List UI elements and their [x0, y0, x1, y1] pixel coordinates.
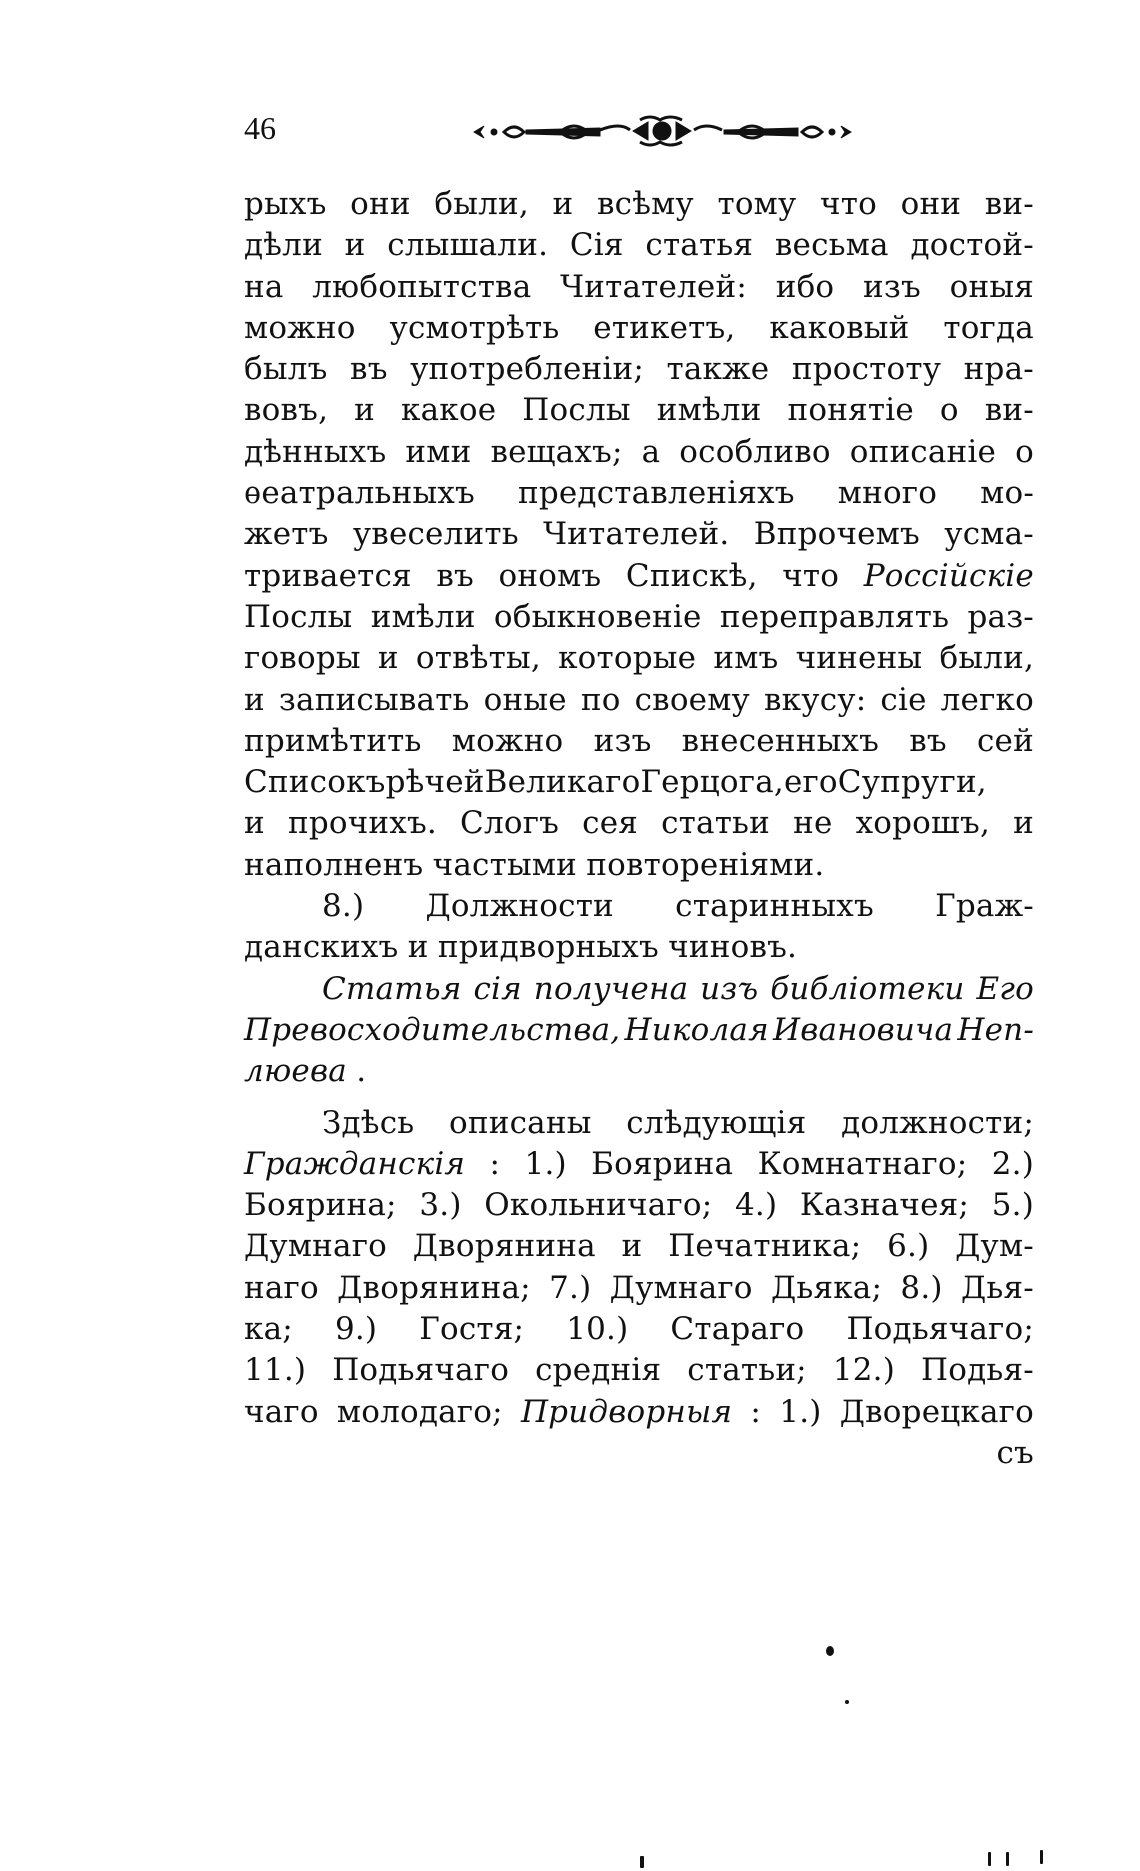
word: етикетъ, — [593, 309, 736, 346]
word: ви- — [984, 392, 1034, 429]
word: а — [641, 433, 661, 470]
text-line — [244, 762, 1034, 803]
word: 3.) — [419, 1187, 462, 1224]
text-line — [244, 473, 1034, 514]
italic-word: Статья — [322, 970, 462, 1007]
word: весьма — [774, 227, 889, 264]
word: 9.) — [334, 1311, 378, 1348]
word: Подьячаго; — [846, 1311, 1034, 1348]
text-line — [244, 721, 1034, 762]
word: Боярина; — [244, 1187, 397, 1224]
word: имъ — [713, 640, 779, 677]
word: раз- — [967, 598, 1034, 635]
word: Послы — [244, 598, 353, 635]
word: Сія — [569, 227, 624, 264]
word: Боярина — [591, 1145, 734, 1182]
word: имѣли — [370, 598, 476, 635]
text-line — [244, 308, 1034, 349]
word: статья — [645, 227, 754, 264]
italic-word: библіотеки — [770, 970, 965, 1007]
word: какое — [401, 392, 497, 429]
word: ономъ — [498, 557, 602, 594]
word: что — [820, 186, 877, 222]
word: прочихъ. — [287, 805, 437, 842]
word: Граж- — [935, 888, 1034, 925]
word: вкусу: — [764, 681, 867, 718]
word: Читателей: — [560, 268, 747, 305]
word: тому — [717, 186, 797, 222]
word: Дворянина — [412, 1228, 596, 1265]
ink-spot — [1006, 1852, 1009, 1866]
word: 8.) — [900, 1269, 943, 1306]
word: ими — [405, 433, 472, 470]
word: Спискѣ, — [625, 557, 758, 594]
text-line — [244, 927, 1034, 968]
word: Послы — [522, 392, 631, 429]
word: что — [782, 557, 840, 594]
italic-word: Неп- — [957, 1011, 1034, 1048]
word: Комнатнаго; — [757, 1145, 968, 1182]
word: сіе — [880, 681, 927, 718]
text-line — [244, 1433, 1034, 1474]
word: Думнаго — [244, 1228, 388, 1265]
text-line — [244, 1051, 1034, 1092]
word: о — [1015, 433, 1034, 470]
italic-word: сія — [473, 970, 522, 1007]
word: 10.) — [566, 1311, 629, 1348]
word: Впрочемъ — [753, 516, 920, 553]
word: чинены — [795, 640, 923, 677]
word: . — [356, 1053, 367, 1090]
word: изъ — [593, 722, 652, 759]
word: повтореніями. — [586, 846, 825, 883]
word: Окольничаго; — [484, 1187, 713, 1224]
word: въ — [436, 557, 474, 594]
text-line — [244, 1392, 1034, 1433]
word: сея — [582, 805, 639, 842]
word: 4.) — [734, 1187, 778, 1224]
word: нра- — [963, 351, 1034, 388]
word: ви- — [984, 186, 1034, 222]
word: были, — [939, 640, 1034, 677]
word: чаго — [244, 1393, 319, 1430]
word: съ — [996, 1434, 1034, 1471]
word: достой- — [910, 227, 1034, 264]
word: тогда — [943, 309, 1034, 346]
italic-word: люева — [244, 1053, 347, 1090]
word: 1.) — [779, 1393, 822, 1430]
word: вещахъ; — [490, 433, 623, 470]
word: въ — [350, 351, 388, 388]
word: Гостя; — [419, 1311, 525, 1348]
word: Дворянина; — [337, 1269, 531, 1306]
word: и — [407, 929, 429, 966]
text-line — [244, 514, 1034, 555]
italic-word: Россійскіе — [863, 557, 1034, 594]
word: отвѣты, — [415, 640, 541, 677]
italic-word: Николая — [624, 1011, 769, 1048]
word: придворныхъ — [437, 929, 659, 966]
word: обыкновеніе — [493, 598, 702, 635]
page-number: 46 — [244, 110, 276, 146]
word: простоту — [791, 351, 942, 388]
word: и — [244, 681, 265, 718]
word: дѣнныхъ — [244, 433, 387, 470]
word: СписокърѣчейВеликагоГерцога,егоСупруги, — [244, 764, 987, 801]
word: молодаго; — [336, 1393, 503, 1430]
word: внесенныхъ — [681, 722, 880, 759]
word: наполненъ — [244, 846, 424, 883]
word: примѣтить — [244, 722, 422, 759]
word: представленіяхъ — [517, 475, 795, 512]
word: и — [354, 392, 376, 429]
italic-word: Превосходительства, — [244, 1011, 621, 1048]
word: оныя — [949, 268, 1034, 305]
word: 7.) — [549, 1269, 592, 1306]
word: : — [489, 1145, 501, 1182]
italic-word: получена — [533, 970, 689, 1007]
text-line — [244, 638, 1034, 679]
word: слышали. — [387, 227, 549, 264]
word: чиновъ. — [668, 929, 798, 966]
word: Дворецкаго — [839, 1393, 1034, 1430]
floral-ornament-icon — [470, 108, 855, 154]
italic-word: Ивановича — [773, 1011, 954, 1048]
word: старинныхъ — [675, 888, 874, 925]
word: жетъ — [244, 516, 329, 553]
text-line — [244, 969, 1034, 1010]
ink-spot — [826, 1646, 834, 1656]
word: слѣдующія — [626, 1104, 807, 1141]
word: были, — [434, 186, 529, 222]
text-line — [244, 1268, 1034, 1309]
word: Слогъ — [460, 805, 560, 842]
word: 8.) — [322, 888, 365, 925]
word: частыми — [432, 846, 577, 883]
text-line — [244, 1010, 1034, 1051]
word: Печатника; — [668, 1228, 862, 1265]
text-line — [244, 803, 1034, 844]
word: усма- — [944, 516, 1034, 553]
word: увеселить — [352, 516, 519, 553]
word: можно — [451, 722, 564, 759]
ink-spot — [640, 1856, 644, 1868]
text-line — [244, 886, 1034, 927]
italic-word: Придворныя — [520, 1393, 733, 1430]
word: и — [621, 1228, 643, 1265]
word: Казначея; — [799, 1187, 970, 1224]
word: изъ — [863, 268, 921, 305]
word: Дьяка; — [770, 1269, 883, 1306]
word: и — [244, 805, 265, 842]
word: данскихъ — [244, 929, 399, 966]
text-line — [244, 556, 1034, 597]
word: : — [750, 1393, 762, 1430]
word: рыхъ — [244, 186, 327, 222]
word: описаніе — [849, 433, 997, 470]
word: и — [552, 186, 574, 222]
ink-spot — [1040, 1850, 1043, 1864]
italic-word: Гражданскія — [244, 1145, 466, 1182]
text-line — [244, 845, 1034, 886]
word: любопытства — [312, 268, 532, 305]
word: не — [793, 805, 833, 842]
text-line — [244, 184, 1034, 225]
text-line — [244, 349, 1034, 390]
word: 11.) — [244, 1352, 307, 1389]
text-line — [244, 1350, 1034, 1391]
word: вовъ, — [244, 392, 329, 429]
word: Дья- — [961, 1269, 1034, 1306]
word: въ — [909, 722, 947, 759]
word: употребленіи; — [410, 351, 644, 388]
italic-word: изъ — [700, 970, 759, 1007]
word: ибо — [775, 268, 835, 305]
word: среднія — [535, 1352, 662, 1389]
word: 12.) — [832, 1352, 896, 1389]
text-line — [244, 1309, 1034, 1350]
word: наго — [244, 1269, 319, 1306]
text-line — [244, 225, 1034, 266]
word: 1.) — [524, 1145, 567, 1182]
italic-word: Его — [976, 970, 1034, 1007]
word: они — [350, 186, 411, 222]
text-line — [244, 680, 1034, 721]
word: каковый — [769, 309, 910, 346]
word: статьи — [661, 805, 770, 842]
word: своему — [634, 681, 750, 718]
word: Должности — [425, 888, 614, 925]
text-line — [244, 597, 1034, 638]
ink-spot — [988, 1852, 991, 1866]
ink-spot — [845, 1700, 849, 1704]
word: также — [666, 351, 770, 388]
word: Подьячаго — [332, 1352, 510, 1389]
word: говоры — [244, 640, 361, 677]
word: ѳеатральныхъ — [244, 475, 475, 512]
word: ка; — [244, 1311, 293, 1348]
word: хорошъ, — [855, 805, 991, 842]
word: на — [244, 268, 284, 305]
word: они — [900, 186, 962, 222]
word: усмотрѣть — [389, 309, 560, 346]
word: записывать — [278, 681, 470, 718]
word: Подья- — [921, 1352, 1034, 1389]
word: тривается — [244, 557, 412, 594]
word: сей — [976, 722, 1034, 759]
text-line — [244, 1226, 1034, 1267]
word: и — [377, 640, 399, 677]
word: Читателей. — [543, 516, 730, 553]
text-line — [244, 267, 1034, 308]
word: 5.) — [991, 1187, 1034, 1224]
text-line — [244, 432, 1034, 473]
word: переправлять — [719, 598, 950, 635]
word: и — [344, 227, 366, 264]
word: былъ — [244, 351, 328, 388]
word: Стараго — [670, 1311, 805, 1348]
word: и — [1013, 805, 1034, 842]
word: дѣли — [244, 227, 323, 264]
word: особливо — [679, 433, 831, 470]
text-line — [244, 390, 1034, 431]
word: по — [580, 681, 621, 718]
word: имѣли — [656, 392, 762, 429]
word: 2.) — [991, 1145, 1034, 1182]
word: Здѣсь — [322, 1104, 415, 1141]
word: статьи; — [687, 1352, 807, 1389]
word: можно — [244, 309, 356, 346]
word: оные — [483, 681, 567, 718]
word: должности; — [841, 1104, 1034, 1141]
word: мо- — [980, 475, 1034, 512]
body-text — [244, 184, 1034, 1474]
word: всѣму — [596, 186, 694, 222]
word: Думнаго — [609, 1269, 753, 1306]
word: понятіе — [787, 392, 914, 429]
text-line — [244, 1103, 1034, 1144]
text-line — [244, 1144, 1034, 1185]
word: которые — [558, 640, 697, 677]
word: о — [939, 392, 959, 429]
word: описаны — [449, 1104, 592, 1141]
word: легко — [940, 681, 1034, 718]
word: 6.) — [887, 1228, 930, 1265]
text-line — [244, 1185, 1034, 1226]
word: много — [837, 475, 938, 512]
word: Дум- — [955, 1228, 1034, 1265]
